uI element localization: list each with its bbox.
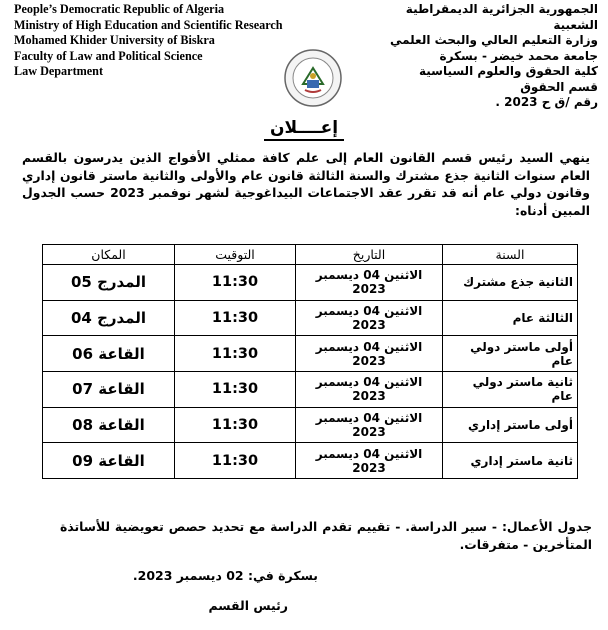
cell-place: القاعة 09 [43,443,175,479]
header-place: المكان [43,245,175,265]
announcement-title [0,118,608,138]
cell-date: الاثنين 04 ديسمبر 2023 [296,371,443,407]
cell-year: ثانية ماستر دولي عام [443,371,578,407]
table-header-row [43,245,578,265]
cell-time: 11:30 [175,265,296,301]
announcement-body: ينهي السيد رئيس قسم القانون العام إلى علم كافة ممثلي الأفواج الذين يدرسون بالقسم العام سنوات الثانية جذع مشترك والسنة الثالثة قانون عام والأولى والثانية ماستر قانون إداري وقانون دولي عام أنه قد تقرر عقد الاجتماعات البيداغوجية لشهر نوفمبر 2023 حسب الجدول المبين أدناه: [22,150,590,218]
header-en-line-3: Mohamed Khider University of Biskra [14,33,215,47]
cell-time: 11:30 [175,300,296,336]
header-en-line-1: People’s Democratic Republic of Algeria [14,2,225,16]
header-ar-line-4: كلية الحقوق والعلوم السياسية [418,64,598,78]
cell-year: الثانية جذع مشترك [443,265,578,301]
signature-date: بسكرة في: 02 ديسمبر 2023. [132,568,318,583]
cell-date: الاثنين 04 ديسمبر 2023 [296,336,443,372]
cell-year: الثالثة عام [443,300,578,336]
cell-year: أولى ماستر دولي عام [443,336,578,372]
cell-place: المدرج 04 [43,300,175,336]
cell-year: أولى ماستر إداري [443,407,578,443]
header-ar-line-2: وزارة التعليم العالي والبحث العلمي [389,33,598,47]
cell-year: ثانية ماستر إداري [443,443,578,479]
cell-place: القاعة 08 [43,407,175,443]
cell-date: الاثنين 04 ديسمبر 2023 [296,265,443,301]
header-en-line-2: Ministry of High Education and Scientific Research [14,17,283,32]
agenda: جدول الأعمال: - سير الدراسة. - تقييم تقدم الدراسة مع تحديد حصص تعويضية للأساتذة المتأخرين - متفرقات. [60,519,592,552]
department-head-label: رئيس القسم [208,598,288,613]
cell-date: الاثنين 04 ديسمبر 2023 [296,300,443,336]
cell-place: القاعة 06 [43,336,175,372]
header-date: التاريخ [296,245,443,265]
cell-time: 11:30 [175,407,296,443]
table-row [43,407,578,443]
cell-place: المدرج 05 [43,265,175,301]
reference-number: رقم /ق ح 2023 . [495,95,598,109]
cell-time: 11:30 [175,371,296,407]
table-row [43,265,578,301]
university-seal-icon [283,46,343,110]
header-english [14,2,314,80]
cell-time: 11:30 [175,336,296,372]
header-ar-line-3: جامعة محمد خيضر - بسكرة [439,48,598,63]
header-en-line-5: Law Department [14,64,104,78]
cell-place: القاعة 07 [43,371,175,407]
announcement-title-text: إعــــلان [264,118,344,141]
cell-time: 11:30 [175,443,296,479]
table-row [43,443,578,479]
header-en-line-4: Faculty of Law and Political Science [14,48,203,63]
schedule-table [42,244,578,479]
cell-date: الاثنين 04 ديسمبر 2023 [296,443,443,479]
table-row [43,371,578,407]
header-ar-line-1: الجمهورية الجزائرية الديمقراطية الشعبية [405,2,598,32]
cell-date: الاثنين 04 ديسمبر 2023 [296,407,443,443]
header-arabic [378,2,598,111]
table-row [43,300,578,336]
table-row [43,336,578,372]
header-year: السنة [443,245,578,265]
header-ar-line-5: قسم الحقوق [520,79,598,94]
header-time: التوقيت [175,245,296,265]
